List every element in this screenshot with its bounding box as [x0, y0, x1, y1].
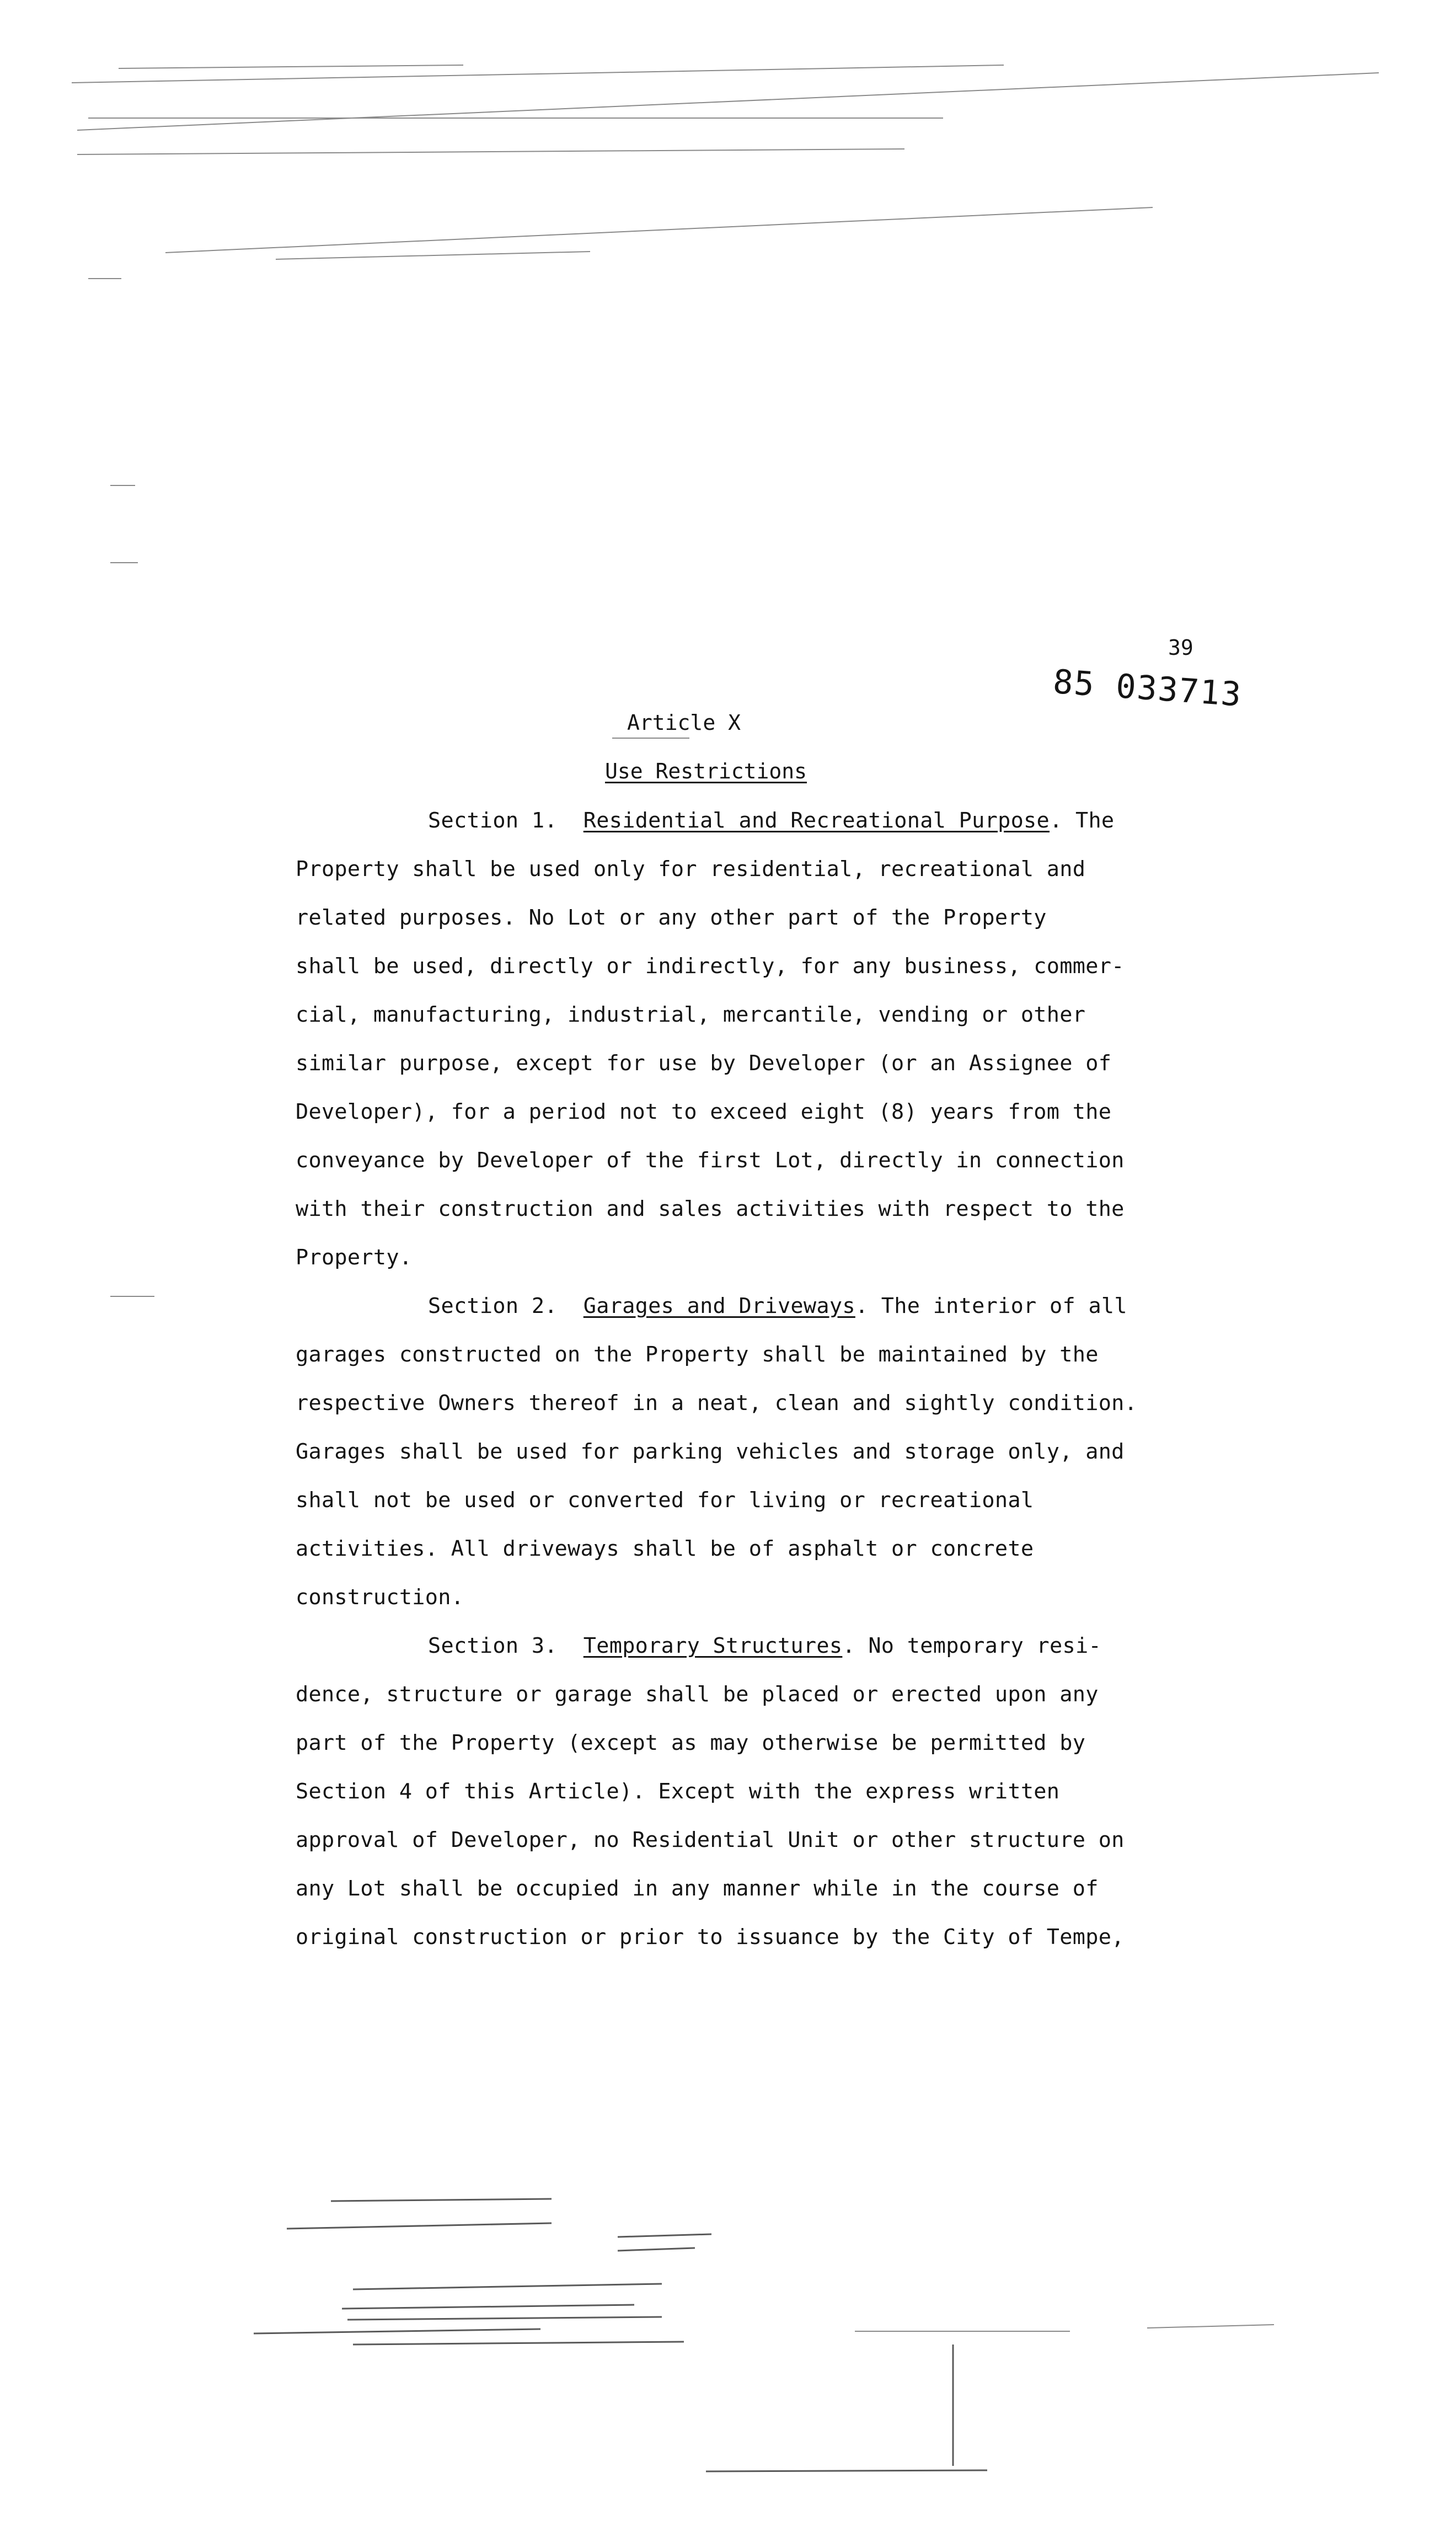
- article-title: Article X: [627, 711, 741, 735]
- section-1-line: Property shall be used only for residential, recreational and: [296, 857, 1086, 882]
- recording-stamp: 85 033713: [1052, 662, 1244, 714]
- section-3-line: Section 4 of this Article). Except with the express written: [296, 1779, 1060, 1804]
- section-1-title: Residential and Recreational Purpose: [583, 808, 1050, 833]
- section-2-number: Section 2.: [428, 1294, 558, 1318]
- article-subtitle-text: Use Restrictions: [604, 759, 807, 783]
- section-3-title: Temporary Structures: [583, 1633, 843, 1658]
- section-3-heading-line: [428, 1633, 1101, 1659]
- section-3-line: any Lot shall be occupied in any manner while in the course of: [296, 1876, 1099, 1901]
- section-2-line: respective Owners thereof in a neat, clean and sightly condition.: [296, 1391, 1138, 1416]
- section-2-heading-line: [428, 1293, 1127, 1320]
- section-2-line: garages constructed on the Property shall be maintained by the: [296, 1342, 1099, 1367]
- section-1-line: cial, manufacturing, industrial, mercantile, vending or other: [296, 1002, 1086, 1027]
- section-2-line: shall not be used or converted for living or recreational: [296, 1488, 1034, 1513]
- page-number: 39: [1168, 636, 1193, 660]
- section-3-line: original construction or prior to issuance by the City of Tempe,: [296, 1925, 1125, 1950]
- section-3-line: part of the Property (except as may otherwise be permitted by: [296, 1731, 1086, 1755]
- section-1-line: similar purpose, except for use by Developer (or an Assignee of: [296, 1051, 1112, 1076]
- section-1-line: with their construction and sales activities with respect to the: [296, 1197, 1125, 1221]
- section-3-heading-tail: . No temporary resi-: [842, 1633, 1101, 1658]
- article-subtitle: [0, 758, 1434, 784]
- section-1-line: related purposes. No Lot or any other part of the Property: [296, 905, 1047, 930]
- section-2-line: activities. All driveways shall be of asphalt or concrete: [296, 1536, 1034, 1561]
- section-3-number: Section 3.: [428, 1633, 558, 1658]
- section-1-number: Section 1.: [428, 808, 558, 833]
- section-2-line: construction.: [296, 1585, 464, 1610]
- section-2-heading-tail: . The interior of all: [855, 1294, 1127, 1318]
- section-2-title: Garages and Driveways: [583, 1294, 855, 1318]
- section-3-line: approval of Developer, no Residential Unit or other structure on: [296, 1828, 1125, 1852]
- section-2-line: Garages shall be used for parking vehicles and storage only, and: [296, 1439, 1125, 1464]
- section-1-line: shall be used, directly or indirectly, for any business, commer-: [296, 954, 1125, 979]
- section-3-line: dence, structure or garage shall be placed or erected upon any: [296, 1682, 1099, 1707]
- section-1-heading-tail: . The: [1050, 808, 1115, 833]
- section-1-line: conveyance by Developer of the first Lot, directly in connection: [296, 1148, 1125, 1173]
- section-1-line: Property.: [296, 1245, 413, 1270]
- section-1-heading-line: [428, 808, 1114, 834]
- section-1-line: Developer), for a period not to exceed eight (8) years from the: [296, 1099, 1112, 1124]
